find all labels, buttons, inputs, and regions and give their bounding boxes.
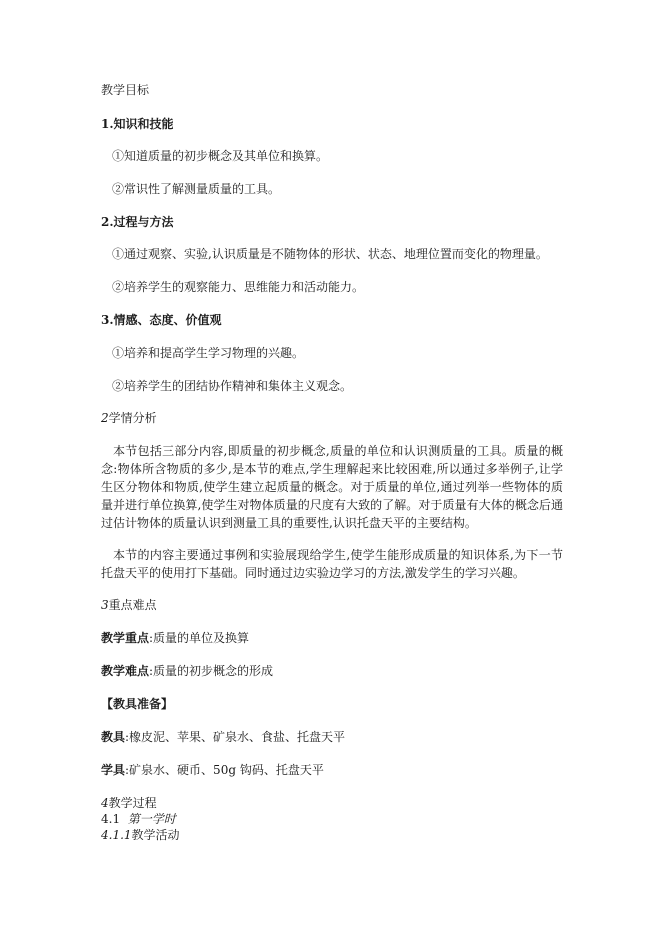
goal-item: ①培养和提高学生学习物理的兴趣。 xyxy=(112,346,305,360)
difficulty-label: 教学难点 xyxy=(101,664,150,678)
key-point-label: 教学重点 xyxy=(101,631,150,645)
subheading-teaching-activities xyxy=(101,827,180,843)
subsection-number: 4.1 xyxy=(101,812,121,826)
teaching-difficulty xyxy=(101,663,273,679)
section-title: 学情分析 xyxy=(108,411,157,425)
section-title: 教学过程 xyxy=(108,796,157,810)
goal-item: ②培养学生的团结协作精神和集体主义观念。 xyxy=(112,379,353,393)
subsection-title: 教学活动 xyxy=(131,828,180,842)
goal-item: ①通过观察、实验,认识质量是不随物体的形状、状态、地理位置而变化的物理量。 xyxy=(112,247,548,261)
heading-teaching-goals: 教学目标 xyxy=(101,83,150,97)
section-number: 3 xyxy=(101,598,109,612)
goal-item: ②培养学生的观察能力、思维能力和活动能力。 xyxy=(112,280,365,294)
analysis-paragraph: 本节包括三部分内容,即质量的初步概念,质量的单位和认识测质量的工具。质量的概念:物体所含物质的多少,是本节的难点,学生理解起来比较困难,所以通过多举例子,让学生区分物体和物质,使学生建立起质量的概念。对于质量的单位,通过列举一些物体的质量并进行单位换算,使学生对物体质量的尺度有大致的了解。对于质量有大体的概念后通过估计物体的质量认识到测量工具的重要性,认识托盘天平的主要结构。 xyxy=(101,444,563,530)
goal-item: ②常识性了解测量质量的工具。 xyxy=(112,182,281,196)
subsection-title: 第一学时 xyxy=(127,812,176,826)
tools-text: :橡皮泥、苹果、矿泉水、食盐、托盘天平 xyxy=(125,730,346,744)
heading-student-analysis xyxy=(101,410,157,426)
section-process-methods-title: 2.过程与方法 xyxy=(101,215,174,229)
analysis-paragraph: 本节的内容主要通过事例和实验展现给学生,使学生能形成质量的知识体系,为下一节托盘天平的使用打下基础。同时通过边实验边学习的方法,激发学生的学习兴趣。 xyxy=(101,548,563,580)
section-title: 重点难点 xyxy=(108,598,157,612)
difficulty-text: :质量的初步概念的形成 xyxy=(149,664,274,678)
subheading-first-lesson xyxy=(101,811,176,827)
teaching-key-point xyxy=(101,630,249,646)
student-tools-label: 学具 xyxy=(101,763,126,777)
goal-item: ①知道质量的初步概念及其单位和换算。 xyxy=(112,149,329,163)
heading-key-difficulties xyxy=(101,597,157,613)
section-knowledge-skills-title: 1.知识和技能 xyxy=(101,117,174,131)
heading-teaching-process xyxy=(101,795,157,811)
student-tools xyxy=(101,762,324,778)
student-tools-text: :矿泉水、硬币、50g 钩码、托盘天平 xyxy=(125,763,324,777)
tools-label: 教具 xyxy=(101,730,126,744)
teaching-tools xyxy=(101,729,345,745)
heading-teaching-aids: 【教具准备】 xyxy=(101,697,174,711)
section-attitude-values-title: 3.情感、态度、价值观 xyxy=(101,313,222,327)
subsection-number: 4.1.1 xyxy=(101,828,132,842)
section-number: 2 xyxy=(101,411,109,425)
key-point-text: :质量的单位及换算 xyxy=(149,631,250,645)
section-number: 4 xyxy=(101,796,109,810)
